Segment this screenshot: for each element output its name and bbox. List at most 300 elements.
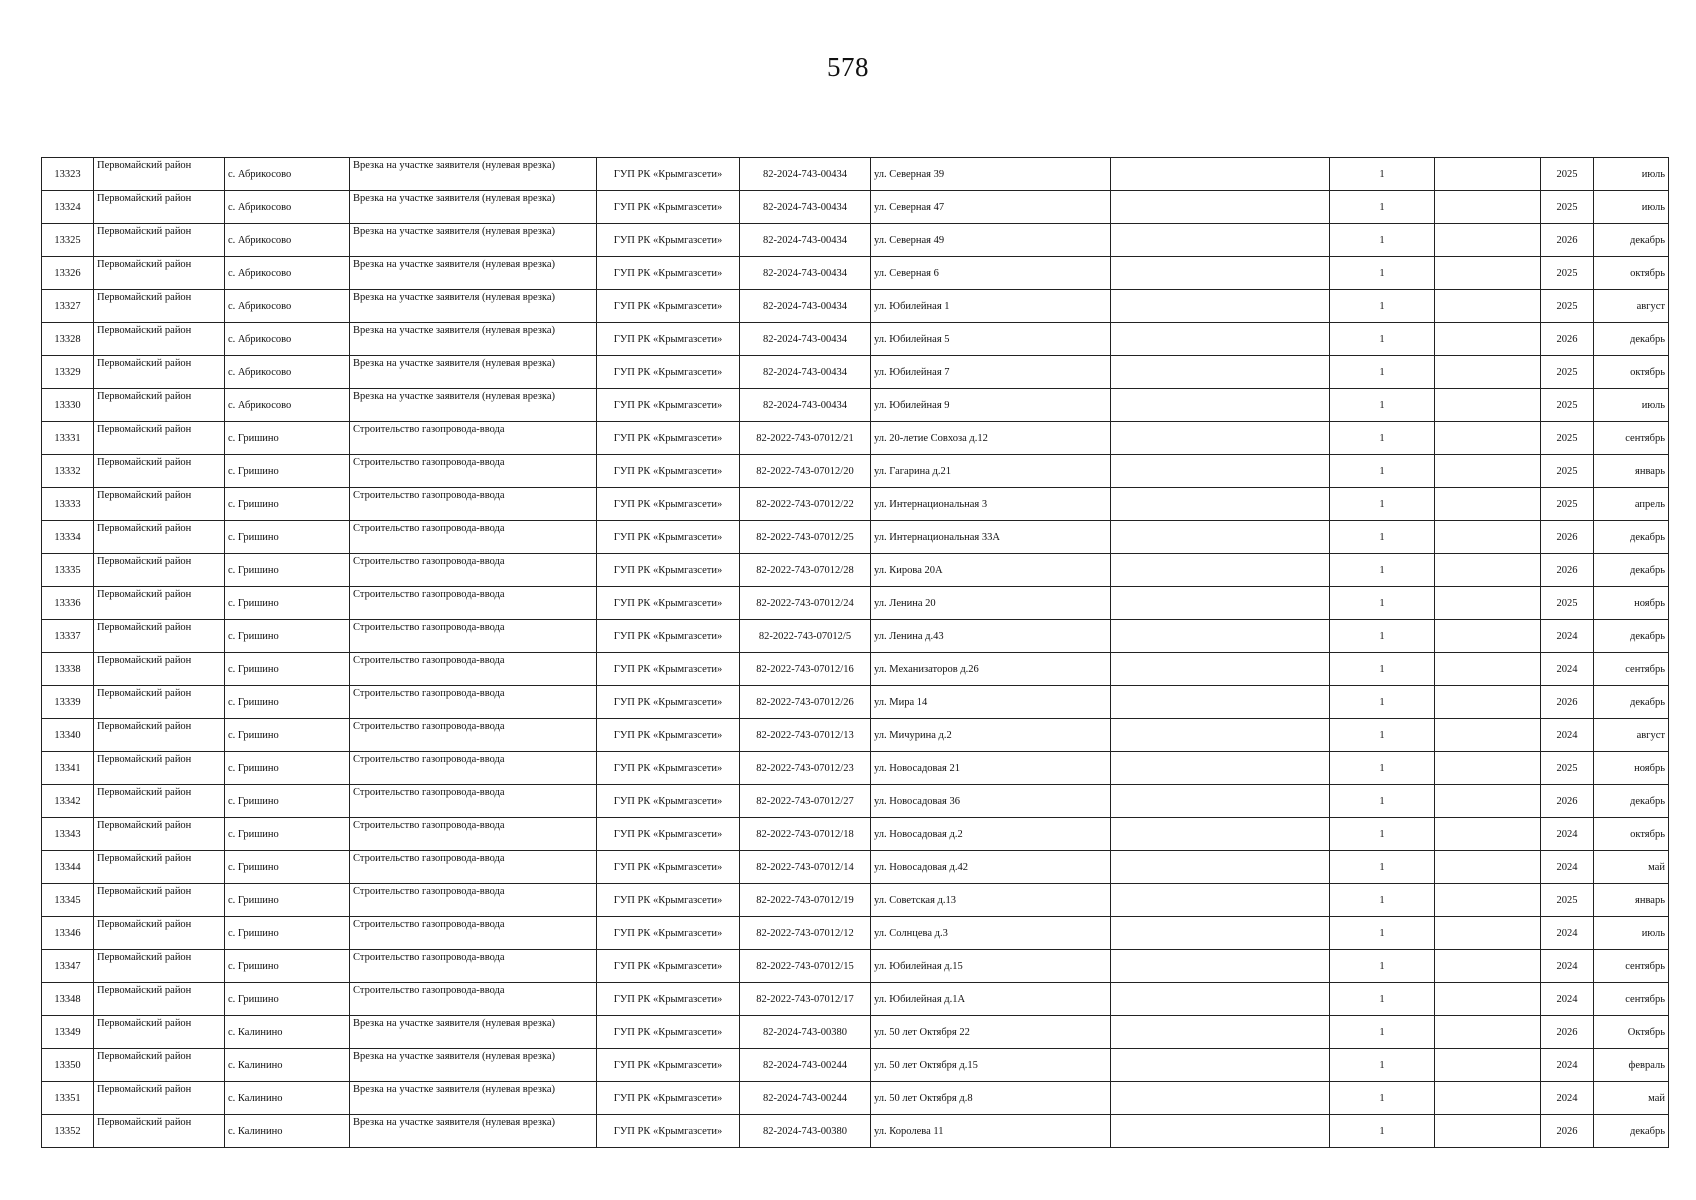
count-cell: 1 (1330, 257, 1435, 290)
month-cell: декабрь (1594, 1115, 1669, 1148)
row-number: 13326 (42, 257, 94, 290)
row-number: 13348 (42, 983, 94, 1016)
month-cell: сентябрь (1594, 950, 1669, 983)
settlement-cell: с. Гришино (225, 455, 350, 488)
year-cell: 2025 (1541, 158, 1594, 191)
organization-cell: ГУП РК «Крымгазсети» (597, 653, 740, 686)
year-cell: 2026 (1541, 224, 1594, 257)
count-cell: 1 (1330, 917, 1435, 950)
row-number: 13347 (42, 950, 94, 983)
district-cell: Первомайский район (94, 224, 225, 257)
row-number: 13341 (42, 752, 94, 785)
settlement-cell: с. Гришино (225, 587, 350, 620)
row-number: 13342 (42, 785, 94, 818)
empty-cell (1111, 191, 1330, 224)
work-type-cell: Врезка на участке заявителя (нулевая врезка) (350, 290, 597, 323)
empty-cell (1111, 752, 1330, 785)
empty-cell (1435, 1016, 1541, 1049)
district-cell: Первомайский район (94, 950, 225, 983)
work-type-cell: Строительство газопровода-ввода (350, 521, 597, 554)
count-cell: 1 (1330, 785, 1435, 818)
settlement-cell: с. Гришино (225, 917, 350, 950)
month-cell: Октябрь (1594, 1016, 1669, 1049)
month-cell: сентябрь (1594, 653, 1669, 686)
year-cell: 2024 (1541, 851, 1594, 884)
document-number-cell: 82-2024-743-00244 (740, 1082, 871, 1115)
organization-cell: ГУП РК «Крымгазсети» (597, 950, 740, 983)
district-cell: Первомайский район (94, 1082, 225, 1115)
count-cell: 1 (1330, 752, 1435, 785)
count-cell: 1 (1330, 356, 1435, 389)
empty-cell (1435, 1049, 1541, 1082)
year-cell: 2024 (1541, 653, 1594, 686)
month-cell: январь (1594, 455, 1669, 488)
address-cell: ул. Северная 39 (871, 158, 1111, 191)
empty-cell (1111, 851, 1330, 884)
year-cell: 2025 (1541, 257, 1594, 290)
month-cell: август (1594, 719, 1669, 752)
organization-cell: ГУП РК «Крымгазсети» (597, 521, 740, 554)
settlement-cell: с. Гришино (225, 752, 350, 785)
document-number-cell: 82-2024-743-00434 (740, 389, 871, 422)
work-type-cell: Врезка на участке заявителя (нулевая врезка) (350, 158, 597, 191)
empty-cell (1435, 191, 1541, 224)
address-cell: ул. Северная 47 (871, 191, 1111, 224)
year-cell: 2026 (1541, 1115, 1594, 1148)
work-type-cell: Строительство газопровода-ввода (350, 785, 597, 818)
month-cell: декабрь (1594, 686, 1669, 719)
count-cell: 1 (1330, 191, 1435, 224)
address-cell: ул. Мичурина д.2 (871, 719, 1111, 752)
row-number: 13349 (42, 1016, 94, 1049)
empty-cell (1435, 521, 1541, 554)
district-cell: Первомайский район (94, 488, 225, 521)
empty-cell (1111, 686, 1330, 719)
month-cell: январь (1594, 884, 1669, 917)
work-type-cell: Врезка на участке заявителя (нулевая врезка) (350, 224, 597, 257)
row-number: 13327 (42, 290, 94, 323)
settlement-cell: с. Гришино (225, 620, 350, 653)
district-cell: Первомайский район (94, 422, 225, 455)
district-cell: Первомайский район (94, 290, 225, 323)
empty-cell (1111, 455, 1330, 488)
document-number-cell: 82-2022-743-07012/20 (740, 455, 871, 488)
district-cell: Первомайский район (94, 719, 225, 752)
document-number-cell: 82-2024-743-00434 (740, 158, 871, 191)
work-type-cell: Врезка на участке заявителя (нулевая врезка) (350, 389, 597, 422)
address-cell: ул. Юбилейная 7 (871, 356, 1111, 389)
row-number: 13324 (42, 191, 94, 224)
work-type-cell: Строительство газопровода-ввода (350, 884, 597, 917)
work-type-cell: Врезка на участке заявителя (нулевая врезка) (350, 323, 597, 356)
year-cell: 2024 (1541, 983, 1594, 1016)
table-row (42, 719, 1669, 752)
document-number-cell: 82-2022-743-07012/15 (740, 950, 871, 983)
settlement-cell: с. Гришино (225, 818, 350, 851)
district-cell: Первомайский район (94, 1016, 225, 1049)
document-number-cell: 82-2022-743-07012/27 (740, 785, 871, 818)
document-number-cell: 82-2024-743-00380 (740, 1016, 871, 1049)
row-number: 13336 (42, 587, 94, 620)
empty-cell (1111, 917, 1330, 950)
month-cell: декабрь (1594, 323, 1669, 356)
organization-cell: ГУП РК «Крымгазсети» (597, 917, 740, 950)
address-cell: ул. Юбилейная 1 (871, 290, 1111, 323)
register-body (42, 158, 1669, 1148)
empty-cell (1111, 224, 1330, 257)
count-cell: 1 (1330, 719, 1435, 752)
year-cell: 2024 (1541, 719, 1594, 752)
count-cell: 1 (1330, 455, 1435, 488)
district-cell: Первомайский район (94, 1115, 225, 1148)
table-row (42, 1049, 1669, 1082)
empty-cell (1435, 785, 1541, 818)
row-number: 13345 (42, 884, 94, 917)
table-row (42, 455, 1669, 488)
work-type-cell: Врезка на участке заявителя (нулевая врезка) (350, 1049, 597, 1082)
district-cell: Первомайский район (94, 554, 225, 587)
empty-cell (1111, 950, 1330, 983)
row-number: 13346 (42, 917, 94, 950)
organization-cell: ГУП РК «Крымгазсети» (597, 389, 740, 422)
empty-cell (1435, 257, 1541, 290)
year-cell: 2026 (1541, 1016, 1594, 1049)
count-cell: 1 (1330, 1016, 1435, 1049)
year-cell: 2026 (1541, 785, 1594, 818)
address-cell: ул. Юбилейная 9 (871, 389, 1111, 422)
organization-cell: ГУП РК «Крымгазсети» (597, 785, 740, 818)
empty-cell (1435, 884, 1541, 917)
month-cell: декабрь (1594, 224, 1669, 257)
document-number-cell: 82-2024-743-00434 (740, 257, 871, 290)
row-number: 13352 (42, 1115, 94, 1148)
settlement-cell: с. Калинино (225, 1049, 350, 1082)
empty-cell (1435, 1115, 1541, 1148)
district-cell: Первомайский район (94, 191, 225, 224)
month-cell: июль (1594, 389, 1669, 422)
table-row (42, 950, 1669, 983)
table-row (42, 521, 1669, 554)
table-row (42, 191, 1669, 224)
empty-cell (1111, 554, 1330, 587)
empty-cell (1111, 1049, 1330, 1082)
count-cell: 1 (1330, 389, 1435, 422)
settlement-cell: с. Гришино (225, 851, 350, 884)
table-row (42, 257, 1669, 290)
row-number: 13338 (42, 653, 94, 686)
document-number-cell: 82-2022-743-07012/13 (740, 719, 871, 752)
settlement-cell: с. Гришино (225, 785, 350, 818)
address-cell: ул. Новосадовая 21 (871, 752, 1111, 785)
empty-cell (1435, 653, 1541, 686)
empty-cell (1111, 389, 1330, 422)
district-cell: Первомайский район (94, 389, 225, 422)
document-number-cell: 82-2024-743-00380 (740, 1115, 871, 1148)
year-cell: 2025 (1541, 422, 1594, 455)
count-cell: 1 (1330, 983, 1435, 1016)
year-cell: 2025 (1541, 290, 1594, 323)
table-row (42, 389, 1669, 422)
organization-cell: ГУП РК «Крымгазсети» (597, 884, 740, 917)
work-type-cell: Строительство газопровода-ввода (350, 950, 597, 983)
work-type-cell: Строительство газопровода-ввода (350, 488, 597, 521)
document-number-cell: 82-2022-743-07012/26 (740, 686, 871, 719)
year-cell: 2025 (1541, 752, 1594, 785)
settlement-cell: с. Гришино (225, 719, 350, 752)
count-cell: 1 (1330, 488, 1435, 521)
work-type-cell: Строительство газопровода-ввода (350, 554, 597, 587)
settlement-cell: с. Абрикосово (225, 323, 350, 356)
year-cell: 2025 (1541, 356, 1594, 389)
empty-cell (1111, 587, 1330, 620)
organization-cell: ГУП РК «Крымгазсети» (597, 620, 740, 653)
empty-cell (1111, 488, 1330, 521)
table-row (42, 818, 1669, 851)
address-cell: ул. Ленина 20 (871, 587, 1111, 620)
empty-cell (1111, 323, 1330, 356)
register-table (41, 157, 1669, 1148)
empty-cell (1111, 620, 1330, 653)
year-cell: 2026 (1541, 686, 1594, 719)
table-row (42, 1115, 1669, 1148)
month-cell: ноябрь (1594, 587, 1669, 620)
address-cell: ул. Новосадовая д.2 (871, 818, 1111, 851)
settlement-cell: с. Калинино (225, 1016, 350, 1049)
organization-cell: ГУП РК «Крымгазсети» (597, 158, 740, 191)
settlement-cell: с. Гришино (225, 422, 350, 455)
empty-cell (1111, 1082, 1330, 1115)
table-row (42, 158, 1669, 191)
district-cell: Первомайский район (94, 752, 225, 785)
row-number: 13328 (42, 323, 94, 356)
settlement-cell: с. Гришино (225, 950, 350, 983)
empty-cell (1435, 455, 1541, 488)
table-row (42, 752, 1669, 785)
address-cell: ул. Юбилейная д.1А (871, 983, 1111, 1016)
work-type-cell: Врезка на участке заявителя (нулевая врезка) (350, 257, 597, 290)
work-type-cell: Врезка на участке заявителя (нулевая врезка) (350, 1082, 597, 1115)
organization-cell: ГУП РК «Крымгазсети» (597, 1016, 740, 1049)
table-row (42, 290, 1669, 323)
year-cell: 2025 (1541, 191, 1594, 224)
table-row (42, 620, 1669, 653)
year-cell: 2024 (1541, 1082, 1594, 1115)
row-number: 13330 (42, 389, 94, 422)
table-row (42, 554, 1669, 587)
district-cell: Первомайский район (94, 1049, 225, 1082)
table-row (42, 785, 1669, 818)
month-cell: октябрь (1594, 356, 1669, 389)
organization-cell: ГУП РК «Крымгазсети» (597, 1115, 740, 1148)
document-number-cell: 82-2022-743-07012/28 (740, 554, 871, 587)
table-row (42, 851, 1669, 884)
organization-cell: ГУП РК «Крымгазсети» (597, 224, 740, 257)
table-row (42, 1082, 1669, 1115)
settlement-cell: с. Гришино (225, 686, 350, 719)
organization-cell: ГУП РК «Крымгазсети» (597, 719, 740, 752)
count-cell: 1 (1330, 1049, 1435, 1082)
table-row (42, 224, 1669, 257)
empty-cell (1435, 422, 1541, 455)
document-number-cell: 82-2022-743-07012/16 (740, 653, 871, 686)
settlement-cell: с. Гришино (225, 653, 350, 686)
row-number: 13351 (42, 1082, 94, 1115)
page-number: 578 (827, 52, 869, 82)
empty-cell (1435, 488, 1541, 521)
year-cell: 2026 (1541, 521, 1594, 554)
settlement-cell: с. Абрикосово (225, 356, 350, 389)
count-cell: 1 (1330, 686, 1435, 719)
district-cell: Первомайский район (94, 818, 225, 851)
empty-cell (1435, 1082, 1541, 1115)
month-cell: июль (1594, 191, 1669, 224)
settlement-cell: с. Абрикосово (225, 257, 350, 290)
address-cell: ул. Королева 11 (871, 1115, 1111, 1148)
row-number: 13329 (42, 356, 94, 389)
row-number: 13333 (42, 488, 94, 521)
count-cell: 1 (1330, 290, 1435, 323)
settlement-cell: с. Калинино (225, 1115, 350, 1148)
document-number-cell: 82-2022-743-07012/18 (740, 818, 871, 851)
row-number: 13337 (42, 620, 94, 653)
year-cell: 2024 (1541, 917, 1594, 950)
row-number: 13343 (42, 818, 94, 851)
table-row (42, 1016, 1669, 1049)
address-cell: ул. Северная 49 (871, 224, 1111, 257)
address-cell: ул. 50 лет Октября д.8 (871, 1082, 1111, 1115)
settlement-cell: с. Калинино (225, 1082, 350, 1115)
work-type-cell: Строительство газопровода-ввода (350, 851, 597, 884)
settlement-cell: с. Абрикосово (225, 290, 350, 323)
work-type-cell: Строительство газопровода-ввода (350, 422, 597, 455)
document-number-cell: 82-2022-743-07012/24 (740, 587, 871, 620)
work-type-cell: Строительство газопровода-ввода (350, 983, 597, 1016)
address-cell: ул. Юбилейная 5 (871, 323, 1111, 356)
district-cell: Первомайский район (94, 686, 225, 719)
address-cell: ул. Новосадовая 36 (871, 785, 1111, 818)
settlement-cell: с. Абрикосово (225, 158, 350, 191)
settlement-cell: с. Гришино (225, 488, 350, 521)
table-row (42, 488, 1669, 521)
year-cell: 2026 (1541, 554, 1594, 587)
document-number-cell: 82-2024-743-00434 (740, 323, 871, 356)
document-number-cell: 82-2022-743-07012/5 (740, 620, 871, 653)
organization-cell: ГУП РК «Крымгазсети» (597, 851, 740, 884)
organization-cell: ГУП РК «Крымгазсети» (597, 554, 740, 587)
empty-cell (1435, 818, 1541, 851)
work-type-cell: Строительство газопровода-ввода (350, 620, 597, 653)
organization-cell: ГУП РК «Крымгазсети» (597, 257, 740, 290)
empty-cell (1435, 851, 1541, 884)
table-row (42, 587, 1669, 620)
address-cell: ул. Юбилейная д.15 (871, 950, 1111, 983)
count-cell: 1 (1330, 323, 1435, 356)
empty-cell (1435, 323, 1541, 356)
row-number: 13332 (42, 455, 94, 488)
settlement-cell: с. Абрикосово (225, 191, 350, 224)
address-cell: ул. Солнцева д.3 (871, 917, 1111, 950)
settlement-cell: с. Гришино (225, 521, 350, 554)
month-cell: февраль (1594, 1049, 1669, 1082)
empty-cell (1111, 1016, 1330, 1049)
document-number-cell: 82-2022-743-07012/17 (740, 983, 871, 1016)
address-cell: ул. Механизаторов д.26 (871, 653, 1111, 686)
document-number-cell: 82-2024-743-00434 (740, 224, 871, 257)
empty-cell (1111, 257, 1330, 290)
count-cell: 1 (1330, 620, 1435, 653)
district-cell: Первомайский район (94, 653, 225, 686)
empty-cell (1435, 356, 1541, 389)
row-number: 13350 (42, 1049, 94, 1082)
work-type-cell: Врезка на участке заявителя (нулевая врезка) (350, 356, 597, 389)
organization-cell: ГУП РК «Крымгазсети» (597, 290, 740, 323)
address-cell: ул. 50 лет Октября д.15 (871, 1049, 1111, 1082)
organization-cell: ГУП РК «Крымгазсети» (597, 686, 740, 719)
document-number-cell: 82-2022-743-07012/12 (740, 917, 871, 950)
row-number: 13331 (42, 422, 94, 455)
district-cell: Первомайский район (94, 158, 225, 191)
organization-cell: ГУП РК «Крымгазсети» (597, 191, 740, 224)
empty-cell (1435, 752, 1541, 785)
district-cell: Первомайский район (94, 455, 225, 488)
month-cell: апрель (1594, 488, 1669, 521)
empty-cell (1111, 818, 1330, 851)
organization-cell: ГУП РК «Крымгазсети» (597, 818, 740, 851)
empty-cell (1111, 356, 1330, 389)
month-cell: декабрь (1594, 521, 1669, 554)
table-row (42, 686, 1669, 719)
month-cell: октябрь (1594, 257, 1669, 290)
work-type-cell: Строительство газопровода-ввода (350, 686, 597, 719)
empty-cell (1435, 389, 1541, 422)
work-type-cell: Строительство газопровода-ввода (350, 719, 597, 752)
organization-cell: ГУП РК «Крымгазсети» (597, 488, 740, 521)
row-number: 13323 (42, 158, 94, 191)
address-cell: ул. Гагарина д.21 (871, 455, 1111, 488)
table-row (42, 653, 1669, 686)
district-cell: Первомайский район (94, 983, 225, 1016)
work-type-cell: Врезка на участке заявителя (нулевая врезка) (350, 1016, 597, 1049)
empty-cell (1111, 653, 1330, 686)
organization-cell: ГУП РК «Крымгазсети» (597, 1082, 740, 1115)
address-cell: ул. Новосадовая д.42 (871, 851, 1111, 884)
work-type-cell: Врезка на участке заявителя (нулевая врезка) (350, 1115, 597, 1148)
address-cell: ул. Интернациональная 3 (871, 488, 1111, 521)
empty-cell (1111, 158, 1330, 191)
month-cell: июль (1594, 917, 1669, 950)
document-number-cell: 82-2024-743-00434 (740, 356, 871, 389)
year-cell: 2024 (1541, 818, 1594, 851)
address-cell: ул. Ленина д.43 (871, 620, 1111, 653)
row-number: 13344 (42, 851, 94, 884)
work-type-cell: Строительство газопровода-ввода (350, 818, 597, 851)
table-row (42, 884, 1669, 917)
work-type-cell: Строительство газопровода-ввода (350, 653, 597, 686)
count-cell: 1 (1330, 554, 1435, 587)
table-row (42, 983, 1669, 1016)
empty-cell (1435, 290, 1541, 323)
count-cell: 1 (1330, 158, 1435, 191)
work-type-cell: Строительство газопровода-ввода (350, 587, 597, 620)
district-cell: Первомайский район (94, 257, 225, 290)
organization-cell: ГУП РК «Крымгазсети» (597, 422, 740, 455)
month-cell: ноябрь (1594, 752, 1669, 785)
settlement-cell: с. Гришино (225, 554, 350, 587)
month-cell: сентябрь (1594, 422, 1669, 455)
address-cell: ул. Северная 6 (871, 257, 1111, 290)
row-number: 13339 (42, 686, 94, 719)
empty-cell (1111, 884, 1330, 917)
